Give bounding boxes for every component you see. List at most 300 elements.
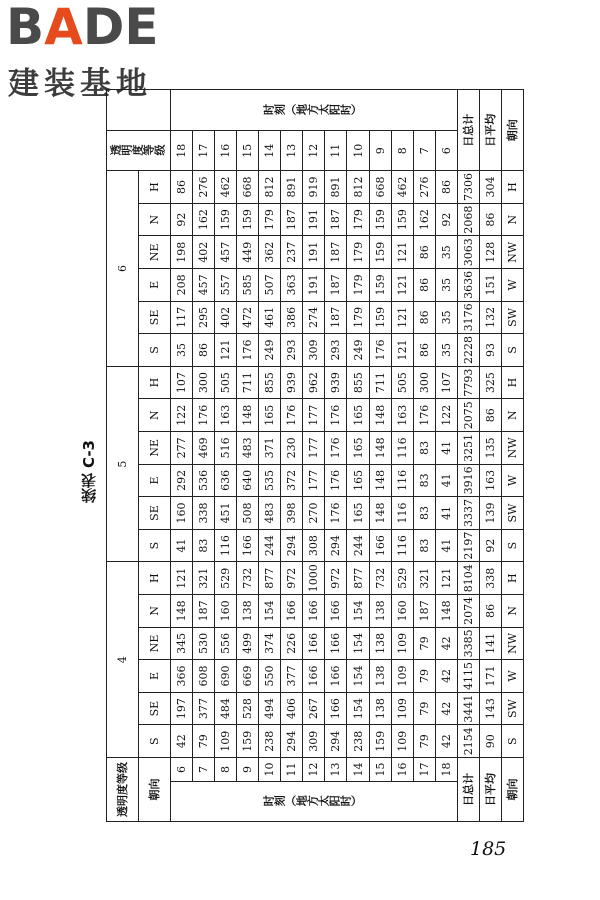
value-cell: 166: [303, 627, 325, 660]
value-cell: 116: [391, 464, 413, 497]
page-number: 185: [470, 838, 507, 860]
avg-cell: 171: [479, 660, 501, 693]
value-cell: 138: [369, 627, 391, 660]
hour-cell-right: 13: [281, 131, 303, 171]
value-cell: 300: [193, 366, 215, 399]
value-cell: 732: [237, 562, 259, 595]
direction-header: S: [138, 334, 170, 367]
value-cell: 508: [237, 497, 259, 530]
direction-footer: H: [501, 171, 523, 204]
value-cell: 107: [435, 366, 457, 399]
value-cell: 640: [237, 464, 259, 497]
total-cell: 3063: [457, 236, 479, 269]
total-cell: 7306: [457, 171, 479, 204]
value-cell: 176: [325, 497, 347, 530]
value-cell: 690: [215, 660, 237, 693]
value-cell: 160: [215, 595, 237, 628]
value-cell: 162: [413, 203, 435, 236]
value-cell: 176: [325, 464, 347, 497]
daily-total-label: 日总计: [457, 758, 479, 822]
value-cell: 79: [413, 692, 435, 725]
value-cell: 41: [435, 464, 457, 497]
value-cell: 165: [347, 399, 369, 432]
direction-footer: S: [501, 725, 523, 758]
value-cell: 237: [281, 236, 303, 269]
table-row: [347, 90, 369, 822]
value-cell: 35: [170, 334, 192, 367]
value-cell: 300: [413, 366, 435, 399]
value-cell: 176: [413, 399, 435, 432]
value-cell: 398: [281, 497, 303, 530]
value-cell: 41: [170, 529, 192, 562]
direction-header: N: [138, 399, 170, 432]
hour-cell: 11: [281, 758, 303, 782]
value-cell: 166: [325, 660, 347, 693]
value-cell: 187: [325, 203, 347, 236]
value-cell: 939: [281, 366, 303, 399]
value-cell: 812: [259, 171, 281, 204]
value-cell: 86: [413, 334, 435, 367]
value-cell: 86: [193, 334, 215, 367]
avg-cell: 128: [479, 236, 501, 269]
value-cell: 855: [347, 366, 369, 399]
value-cell: 166: [303, 595, 325, 628]
value-cell: 732: [369, 562, 391, 595]
value-cell: 309: [303, 725, 325, 758]
value-cell: 244: [259, 529, 281, 562]
value-cell: 107: [170, 366, 192, 399]
value-cell: 276: [413, 171, 435, 204]
value-cell: 116: [391, 497, 413, 530]
value-cell: 402: [193, 236, 215, 269]
value-cell: 148: [369, 399, 391, 432]
daily-avg-row: [479, 90, 501, 822]
value-cell: 294: [281, 529, 303, 562]
time-label: 时刻（地方太阳时）: [170, 782, 457, 822]
value-cell: 166: [369, 529, 391, 562]
time-label-right: 时刻（地方太阳时）: [170, 90, 457, 131]
value-cell: 244: [347, 529, 369, 562]
value-cell: 162: [193, 203, 215, 236]
value-cell: 238: [347, 725, 369, 758]
value-cell: 122: [170, 399, 192, 432]
value-cell: 160: [170, 497, 192, 530]
table-caption: 续表 C-3: [80, 440, 98, 504]
grade-cell: 4: [107, 562, 139, 758]
value-cell: 92: [170, 203, 192, 236]
value-cell: 148: [369, 432, 391, 465]
value-cell: 109: [391, 627, 413, 660]
value-cell: 159: [369, 269, 391, 302]
value-cell: 177: [303, 432, 325, 465]
value-cell: 165: [347, 432, 369, 465]
daily-total-label-right: 日总计: [457, 90, 479, 171]
value-cell: 270: [303, 497, 325, 530]
hour-cell: 9: [237, 758, 259, 782]
value-cell: 179: [259, 203, 281, 236]
avg-cell: 325: [479, 366, 501, 399]
orientation-label-bottom-right: 朝向: [501, 90, 523, 171]
direction-footer: NW: [501, 627, 523, 660]
value-cell: 42: [170, 725, 192, 758]
value-cell: 159: [369, 236, 391, 269]
value-cell: 86: [413, 301, 435, 334]
direction-header: NE: [138, 236, 170, 269]
hour-cell: 8: [215, 758, 237, 782]
avg-cell: 139: [479, 497, 501, 530]
value-cell: 294: [325, 725, 347, 758]
value-cell: 550: [259, 660, 281, 693]
direction-header: E: [138, 269, 170, 302]
direction-header: H: [138, 171, 170, 204]
avg-cell: 304: [479, 171, 501, 204]
value-cell: 505: [215, 366, 237, 399]
value-cell: 41: [435, 432, 457, 465]
value-cell: 308: [303, 529, 325, 562]
direction-header: E: [138, 660, 170, 693]
value-cell: 556: [215, 627, 237, 660]
value-cell: 179: [347, 236, 369, 269]
value-cell: 939: [325, 366, 347, 399]
value-cell: 187: [193, 595, 215, 628]
value-cell: 276: [193, 171, 215, 204]
total-cell: 3337: [457, 497, 479, 530]
value-cell: 176: [281, 399, 303, 432]
value-cell: 292: [170, 464, 192, 497]
bottom-orientation-row: [501, 90, 523, 822]
value-cell: 1000: [303, 562, 325, 595]
value-cell: 176: [325, 399, 347, 432]
total-cell: 3385: [457, 627, 479, 660]
value-cell: 363: [281, 269, 303, 302]
hour-cell-right: 8: [391, 131, 413, 171]
hour-cell-right: 9: [369, 131, 391, 171]
table-container: [106, 90, 524, 822]
value-cell: 86: [413, 236, 435, 269]
value-cell: 294: [325, 529, 347, 562]
grade-label-right: 透明度等级: [107, 131, 171, 171]
value-cell: 35: [435, 301, 457, 334]
direction-footer: SW: [501, 497, 523, 530]
table-row: [215, 90, 237, 822]
table-row: [281, 90, 303, 822]
value-cell: 293: [325, 334, 347, 367]
direction-footer: H: [501, 366, 523, 399]
value-cell: 386: [281, 301, 303, 334]
value-cell: 457: [193, 269, 215, 302]
total-cell: 3176: [457, 301, 479, 334]
value-cell: 154: [347, 627, 369, 660]
value-cell: 163: [391, 399, 413, 432]
value-cell: 138: [369, 660, 391, 693]
bade-logo: [4, 2, 174, 102]
value-cell: 79: [413, 660, 435, 693]
table-row: [413, 90, 435, 822]
value-cell: 321: [193, 562, 215, 595]
total-cell: 3251: [457, 432, 479, 465]
header-row-directions: [138, 90, 170, 822]
value-cell: 35: [435, 269, 457, 302]
value-cell: 165: [347, 497, 369, 530]
value-cell: 484: [215, 692, 237, 725]
logo-wordmark: BADE: [6, 0, 159, 56]
direction-footer: S: [501, 334, 523, 367]
value-cell: 35: [435, 236, 457, 269]
value-cell: 557: [215, 269, 237, 302]
value-cell: 366: [170, 660, 192, 693]
table-row: [369, 90, 391, 822]
value-cell: 159: [369, 301, 391, 334]
value-cell: 877: [259, 562, 281, 595]
hour-cell: 16: [391, 758, 413, 782]
direction-footer: SW: [501, 301, 523, 334]
value-cell: 166: [281, 595, 303, 628]
value-cell: 293: [281, 334, 303, 367]
value-cell: 529: [215, 562, 237, 595]
value-cell: 83: [413, 529, 435, 562]
avg-cell: 86: [479, 595, 501, 628]
avg-cell: 141: [479, 627, 501, 660]
value-cell: 972: [281, 562, 303, 595]
table-row: [391, 90, 413, 822]
hour-cell-right: 17: [193, 131, 215, 171]
value-cell: 138: [237, 595, 259, 628]
value-cell: 198: [170, 236, 192, 269]
value-cell: 42: [435, 627, 457, 660]
direction-header: SE: [138, 301, 170, 334]
value-cell: 166: [325, 595, 347, 628]
hour-cell-right: 15: [237, 131, 259, 171]
orientation-label-bottom: 朝向: [501, 758, 523, 822]
value-cell: 530: [193, 627, 215, 660]
value-cell: 711: [237, 366, 259, 399]
daily-avg-label: 日平均: [479, 758, 501, 822]
value-cell: 117: [170, 301, 192, 334]
direction-footer: W: [501, 660, 523, 693]
value-cell: 483: [259, 497, 281, 530]
value-cell: 79: [413, 725, 435, 758]
direction-header: SE: [138, 497, 170, 530]
value-cell: 449: [237, 236, 259, 269]
value-cell: 42: [435, 692, 457, 725]
value-cell: 109: [215, 725, 237, 758]
avg-cell: 143: [479, 692, 501, 725]
avg-cell: 86: [479, 399, 501, 432]
total-cell: 2154: [457, 725, 479, 758]
value-cell: 165: [347, 464, 369, 497]
value-cell: 179: [347, 301, 369, 334]
avg-cell: 92: [479, 529, 501, 562]
value-cell: 79: [413, 627, 435, 660]
value-cell: 295: [193, 301, 215, 334]
value-cell: 462: [215, 171, 237, 204]
avg-cell: 93: [479, 334, 501, 367]
hour-cell-right: 10: [347, 131, 369, 171]
value-cell: 962: [303, 366, 325, 399]
value-cell: 109: [391, 692, 413, 725]
value-cell: 83: [413, 432, 435, 465]
direction-header: NE: [138, 432, 170, 465]
value-cell: 191: [303, 269, 325, 302]
direction-header: E: [138, 464, 170, 497]
value-cell: 294: [281, 725, 303, 758]
value-cell: 494: [259, 692, 281, 725]
value-cell: 86: [170, 171, 192, 204]
value-cell: 109: [391, 660, 413, 693]
value-cell: 86: [413, 269, 435, 302]
value-cell: 472: [237, 301, 259, 334]
value-cell: 177: [303, 399, 325, 432]
value-cell: 109: [391, 725, 413, 758]
value-cell: 166: [303, 660, 325, 693]
value-cell: 41: [435, 497, 457, 530]
direction-footer: S: [501, 529, 523, 562]
value-cell: 176: [237, 334, 259, 367]
value-cell: 238: [259, 725, 281, 758]
value-cell: 121: [391, 269, 413, 302]
value-cell: 267: [303, 692, 325, 725]
total-cell: 2074: [457, 595, 479, 628]
value-cell: 516: [215, 432, 237, 465]
value-cell: 668: [369, 171, 391, 204]
value-cell: 121: [170, 562, 192, 595]
direction-header: N: [138, 203, 170, 236]
table-row: [193, 90, 215, 822]
value-cell: 121: [391, 334, 413, 367]
value-cell: 121: [435, 562, 457, 595]
value-cell: 79: [193, 725, 215, 758]
direction-footer: NW: [501, 236, 523, 269]
value-cell: 159: [215, 203, 237, 236]
value-cell: 187: [325, 236, 347, 269]
value-cell: 919: [303, 171, 325, 204]
value-cell: 208: [170, 269, 192, 302]
value-cell: 159: [237, 725, 259, 758]
value-cell: 249: [347, 334, 369, 367]
table-row: [170, 90, 192, 822]
hour-cell: 10: [259, 758, 281, 782]
value-cell: 163: [215, 399, 237, 432]
hour-cell: 14: [347, 758, 369, 782]
hour-cell-right: 18: [170, 131, 192, 171]
hour-cell: 18: [435, 758, 457, 782]
value-cell: 160: [391, 595, 413, 628]
value-cell: 891: [281, 171, 303, 204]
value-cell: 154: [259, 595, 281, 628]
value-cell: 371: [259, 432, 281, 465]
hour-cell-right: 11: [325, 131, 347, 171]
hour-cell: 7: [193, 758, 215, 782]
value-cell: 148: [170, 595, 192, 628]
total-cell: 8104: [457, 562, 479, 595]
value-cell: 197: [170, 692, 192, 725]
direction-header: S: [138, 725, 170, 758]
value-cell: 41: [435, 529, 457, 562]
direction-header: S: [138, 529, 170, 562]
total-cell: 4115: [457, 660, 479, 693]
table-row: [259, 90, 281, 822]
value-cell: 159: [369, 725, 391, 758]
total-cell: 2228: [457, 334, 479, 367]
value-cell: 159: [237, 203, 259, 236]
value-cell: 187: [325, 269, 347, 302]
value-cell: 116: [391, 529, 413, 562]
direction-footer: NW: [501, 432, 523, 465]
value-cell: 536: [193, 464, 215, 497]
value-cell: 138: [369, 692, 391, 725]
value-cell: 154: [347, 595, 369, 628]
avg-cell: 338: [479, 562, 501, 595]
direction-header: SE: [138, 692, 170, 725]
value-cell: 83: [413, 464, 435, 497]
value-cell: 812: [347, 171, 369, 204]
avg-cell: 151: [479, 269, 501, 302]
value-cell: 877: [347, 562, 369, 595]
direction-header: H: [138, 562, 170, 595]
direction-footer: SW: [501, 692, 523, 725]
value-cell: 461: [259, 301, 281, 334]
value-cell: 230: [281, 432, 303, 465]
direction-footer: W: [501, 464, 523, 497]
avg-cell: 132: [479, 301, 501, 334]
value-cell: 855: [259, 366, 281, 399]
value-cell: 249: [259, 334, 281, 367]
total-cell: 2075: [457, 399, 479, 432]
value-cell: 121: [391, 236, 413, 269]
value-cell: 585: [237, 269, 259, 302]
value-cell: 42: [435, 725, 457, 758]
value-cell: 154: [347, 660, 369, 693]
value-cell: 469: [193, 432, 215, 465]
value-cell: 159: [369, 203, 391, 236]
value-cell: 535: [259, 464, 281, 497]
value-cell: 191: [303, 203, 325, 236]
value-cell: 338: [193, 497, 215, 530]
value-cell: 179: [347, 203, 369, 236]
hour-cell-right: 14: [259, 131, 281, 171]
direction-header: NE: [138, 627, 170, 660]
orientation-label: 朝向: [138, 758, 170, 822]
table-row: [237, 90, 259, 822]
value-cell: 176: [325, 432, 347, 465]
value-cell: 406: [281, 692, 303, 725]
grade-cell: 5: [107, 366, 139, 562]
direction-footer: N: [501, 595, 523, 628]
logo-chinese-text: 建装基地: [8, 66, 152, 102]
value-cell: 374: [259, 627, 281, 660]
hour-cell-right: 7: [413, 131, 435, 171]
value-cell: 226: [281, 627, 303, 660]
value-cell: 636: [215, 464, 237, 497]
value-cell: 187: [325, 301, 347, 334]
direction-footer: N: [501, 203, 523, 236]
value-cell: 891: [325, 171, 347, 204]
direction-footer: H: [501, 562, 523, 595]
value-cell: 462: [391, 171, 413, 204]
value-cell: 83: [413, 497, 435, 530]
value-cell: 166: [325, 692, 347, 725]
value-cell: 116: [391, 432, 413, 465]
value-cell: 669: [237, 660, 259, 693]
value-cell: 528: [237, 692, 259, 725]
value-cell: 499: [237, 627, 259, 660]
value-cell: 451: [215, 497, 237, 530]
value-cell: 377: [281, 660, 303, 693]
header-row-grades: [107, 90, 139, 822]
total-cell: 3916: [457, 464, 479, 497]
daily-avg-label-right: 日平均: [479, 90, 501, 171]
value-cell: 121: [215, 334, 237, 367]
